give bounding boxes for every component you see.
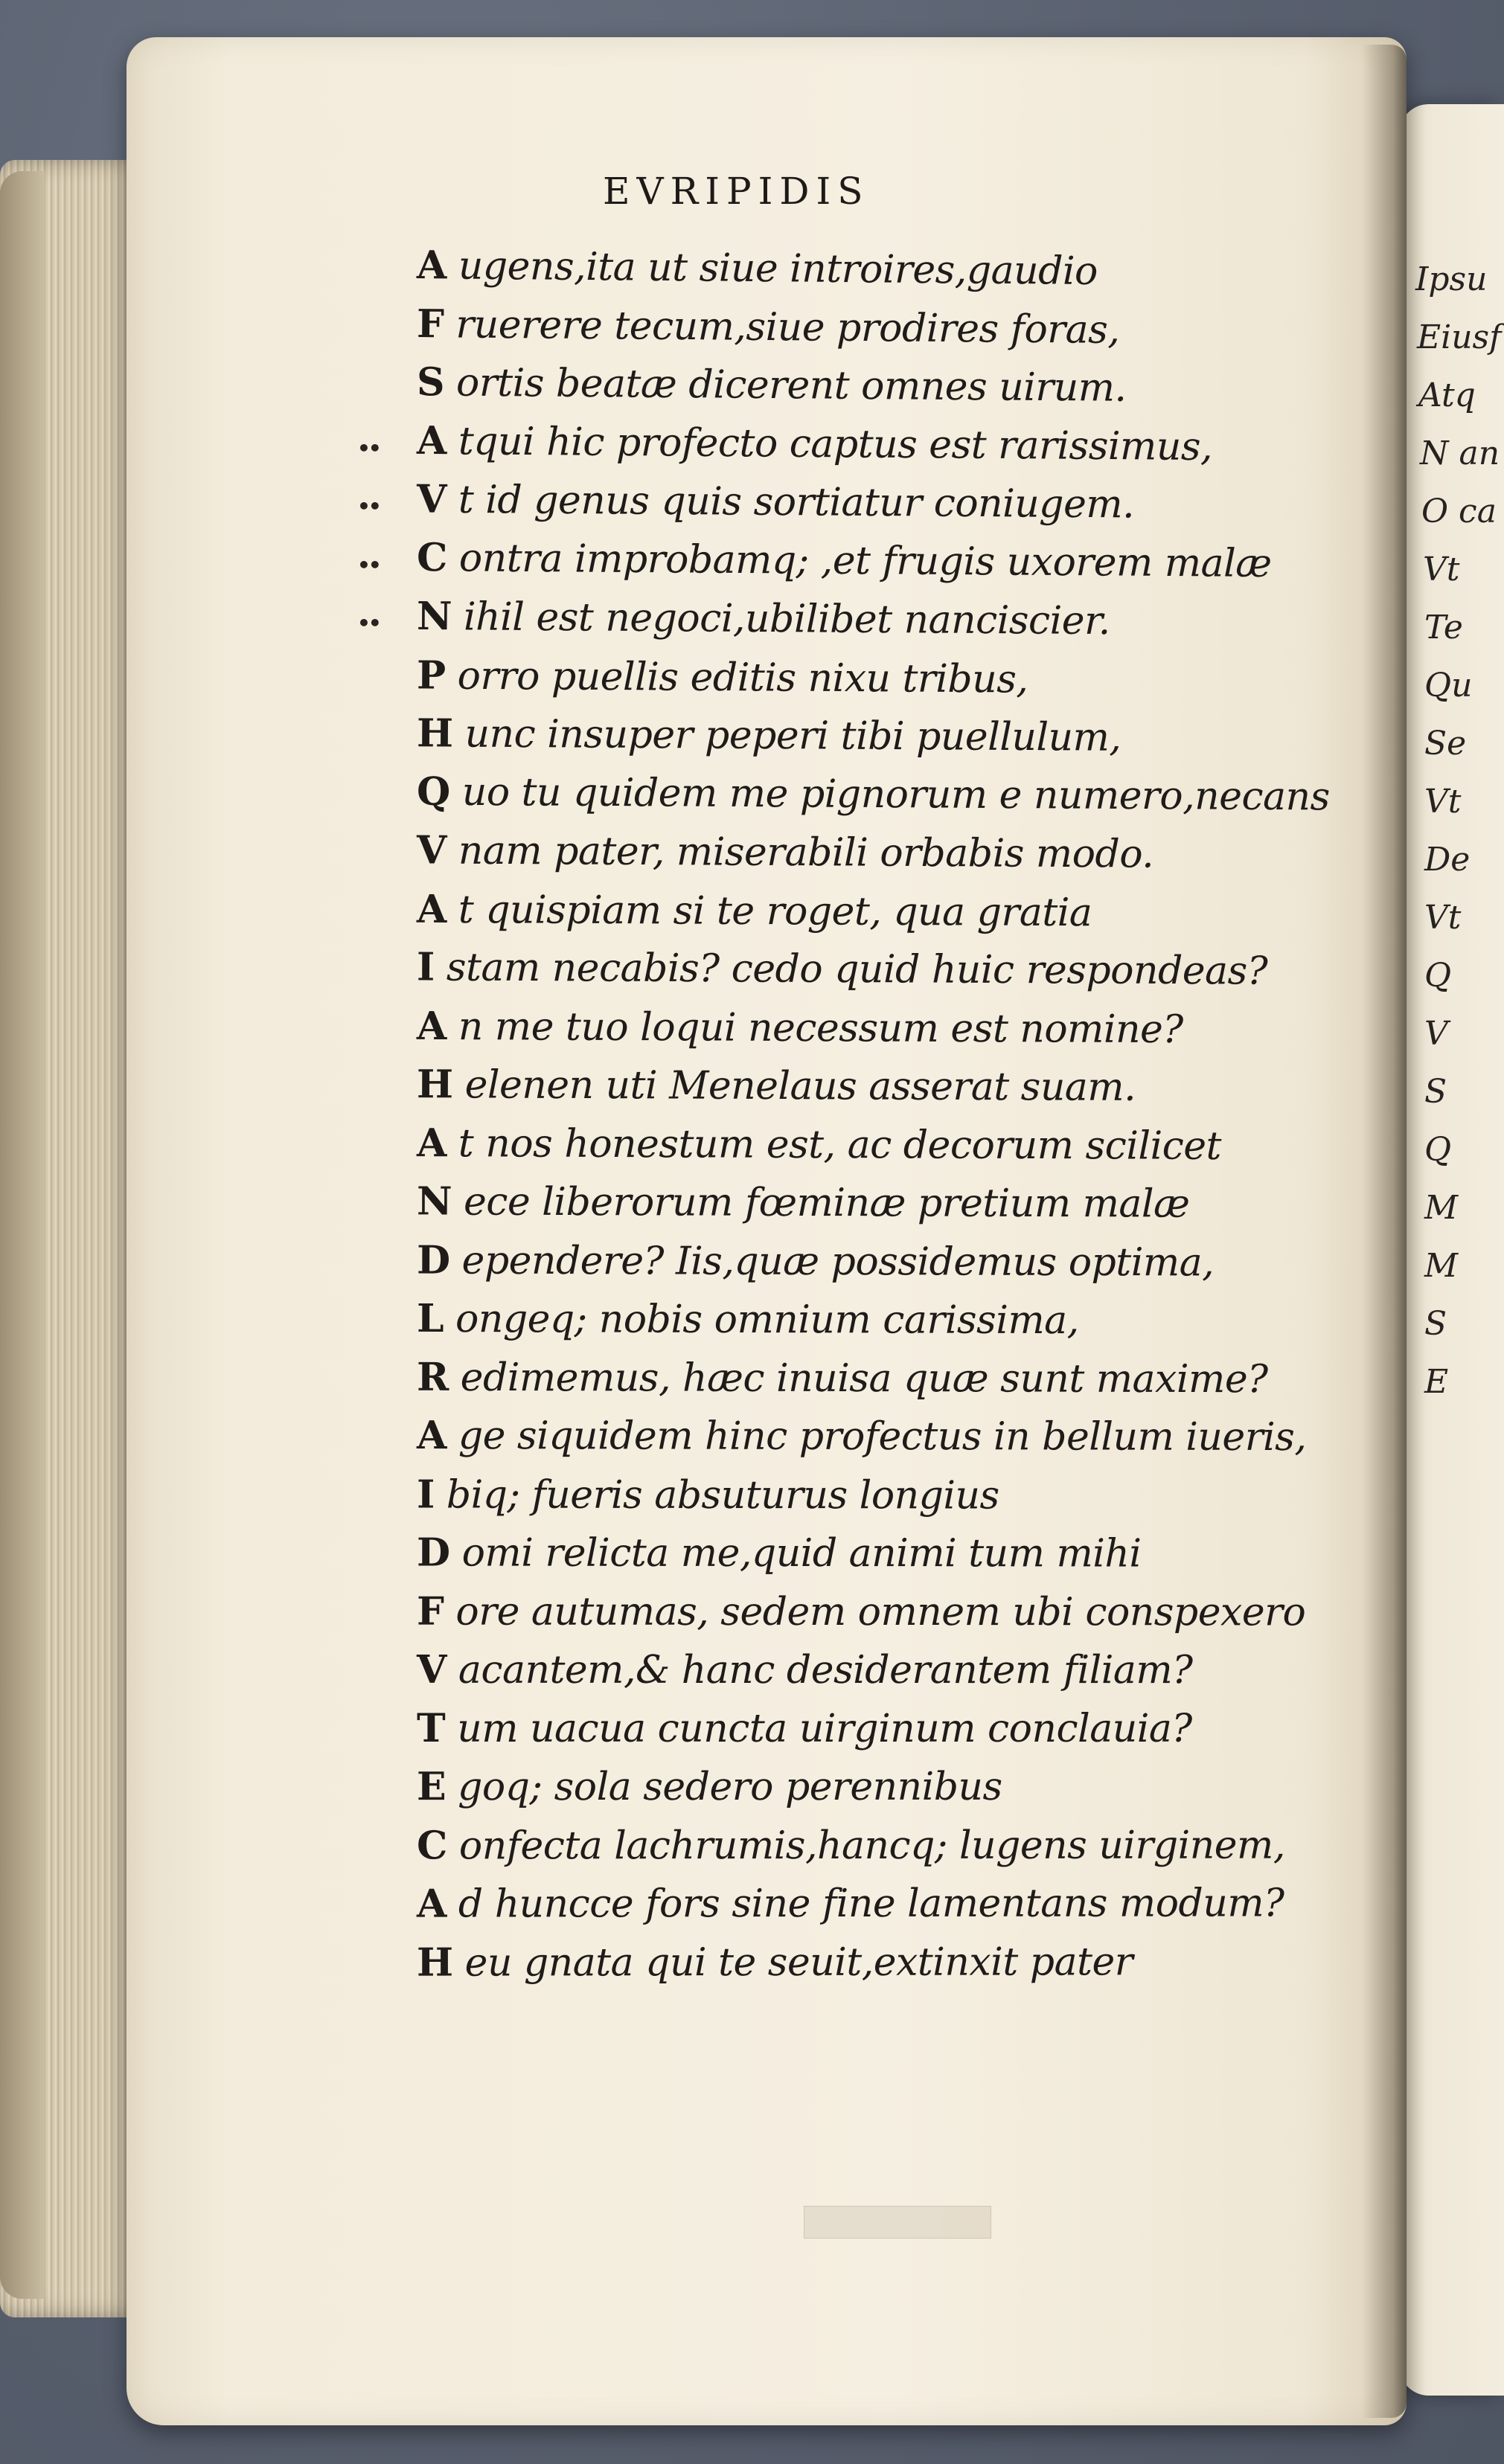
right-page-fragment: Atq (1418, 376, 1476, 414)
right-page-fragment: Q (1424, 957, 1452, 995)
verse-line (417, 652, 1028, 702)
right-page-fragment: E (1424, 1363, 1449, 1401)
verse-text: eu gnata qui te seuit,extinxit pater (464, 1939, 1133, 1986)
verse-text: edimemus, hæc inuisa quæ sunt maxime? (460, 1355, 1268, 1402)
verse-initial: A (416, 417, 447, 463)
verse-line (417, 417, 1212, 469)
verse-line (417, 243, 1098, 294)
verse-initial: H (416, 710, 453, 757)
verse-initial: E (416, 1764, 447, 1810)
verse-line (417, 1939, 1133, 1985)
right-page-fragment: S (1424, 1073, 1447, 1111)
verse-initial: V (416, 1646, 447, 1693)
verse-line (417, 534, 1272, 585)
verse-text: onfecta lachrumis,hancq; lugens uirginem, (458, 1823, 1285, 1868)
verse-initial: I (416, 944, 435, 990)
verse-text: biq; fueris absuturus longius (446, 1472, 999, 1518)
verse-line (417, 1237, 1214, 1285)
verse-text: ependere? Iis,quæ possidemus optima, (461, 1238, 1215, 1285)
verse-line (417, 769, 1330, 819)
verse-initial: A (416, 1003, 447, 1049)
verse-initial: T (417, 1705, 446, 1751)
verse-text: tqui hic profecto captus est rarissimus, (458, 418, 1213, 469)
faint-stamp-mark (804, 2206, 991, 2239)
verse-initial: A (416, 1881, 447, 1927)
verse-line (417, 301, 1120, 353)
verse-initial: C (416, 534, 448, 580)
verse-text: ge siquidem hinc profectus in bellum iueris, (458, 1414, 1307, 1460)
verse-initial: A (416, 1412, 447, 1459)
right-page-fragment: Ipsu (1415, 260, 1488, 298)
verse-line (417, 886, 1092, 934)
right-page-fragment: N an (1420, 434, 1500, 472)
verse-text: acantem,& hanc desiderantem filiam? (458, 1647, 1193, 1693)
verse-text: ece liberorum fœminæ pretium malæ (463, 1179, 1190, 1227)
page-gutter (1362, 45, 1407, 2418)
verse-text: ugens,ita ut siue introires,gaudio (458, 243, 1098, 294)
verse-line (417, 476, 1135, 527)
verse-text: ruerere tecum,siue prodires foras, (455, 301, 1120, 353)
verse-initial: C (416, 1822, 447, 1868)
verse-text: um uacua cuncta uirginum conclauia? (457, 1706, 1192, 1751)
verse-line (417, 1178, 1190, 1226)
verse-initial: A (416, 886, 447, 932)
verse-text: t quispiam si te roget, qua gratia (458, 887, 1092, 935)
right-page-fragment: Eiusf (1417, 318, 1502, 356)
right-page-fragment: Se (1424, 725, 1467, 763)
verse-initial: V (416, 827, 447, 873)
left-cover-edge (0, 171, 45, 2299)
verse-line (417, 1472, 999, 1518)
verse-initial: S (416, 359, 445, 405)
verse-initial: H (416, 1940, 453, 1986)
right-page-fragment: O ca (1421, 493, 1497, 530)
margin-quote-marker: •• (357, 552, 380, 577)
verse-initial: I (416, 1471, 435, 1517)
verse-line (417, 1296, 1079, 1343)
margin-quote-marker: •• (357, 494, 380, 519)
verse-line (417, 1354, 1268, 1401)
verse-text: nam pater, miserabili orbabis modo. (458, 828, 1154, 877)
right-page-fragment: Vt (1423, 551, 1460, 588)
right-page-fragment: M (1424, 1247, 1459, 1285)
verse-initial: F (416, 301, 444, 347)
right-page-fragment: Te (1424, 609, 1463, 647)
verse-text: unc insuper peperi tibi puellulum, (464, 711, 1121, 760)
verse-text: ongeq; nobis omnium carissima, (455, 1297, 1079, 1344)
verse-line (417, 944, 1267, 993)
verse-text: ore autumas, sedem omnem ubi conspexero (455, 1589, 1306, 1634)
verse-text: ortis beatæ dicerent omnes uirum. (455, 360, 1127, 411)
verse-line (417, 1003, 1183, 1051)
verse-initial: D (416, 1530, 450, 1576)
verse-line (417, 1706, 1192, 1751)
verse-line (417, 1062, 1136, 1110)
verse-initial: N (416, 1178, 452, 1225)
right-page-fragment: Vt (1424, 783, 1462, 821)
verse-initial: Q (416, 769, 450, 815)
right-page-fragment: Qu (1424, 667, 1473, 705)
verse-text: t nos honestum est, ac decorum scilicet (458, 1120, 1222, 1169)
right-page-fragment: De (1424, 841, 1471, 879)
verse-text: ihil est negoci,ubilibet nanciscier. (463, 594, 1110, 644)
margin-quote-marker: •• (357, 611, 380, 635)
verse-initial: L (416, 1295, 444, 1342)
verse-initial: F (416, 1588, 444, 1634)
verse-line (417, 1588, 1305, 1634)
verse-line (417, 1530, 1142, 1576)
verse-line (417, 1647, 1193, 1693)
verse-line (417, 1120, 1221, 1169)
verse-text: orro puellis editis nixu tribus, (457, 653, 1028, 702)
verse-initial: A (416, 243, 447, 289)
margin-quote-marker: •• (357, 435, 380, 461)
verse-line (417, 710, 1121, 760)
verse-line (417, 1413, 1307, 1460)
verse-text: t id genus quis sortiatur coniugem. (458, 477, 1135, 527)
verse-line (417, 1822, 1285, 1868)
right-page-fragment: V (1424, 1015, 1448, 1053)
verse-initial: V (416, 476, 447, 522)
verse-text: goq; sola sedero perennibus (458, 1764, 1002, 1810)
verse-initial: R (416, 1354, 449, 1400)
right-page (1399, 104, 1504, 2396)
verse-text: uo tu quidem me pignorum e numero,necans (461, 769, 1330, 819)
verse-initial: A (416, 1120, 447, 1166)
verse-text: stam necabis? cedo quid huic respondeas? (446, 945, 1268, 994)
verse-line (417, 359, 1127, 411)
verse-line (417, 827, 1154, 876)
verse-initial: D (416, 1237, 450, 1283)
verse-text: ontra improbamq; ,et frugis uxorem malæ (458, 535, 1272, 586)
verse-text: omi relicta me,quid animi tum mihi (461, 1530, 1142, 1576)
right-page-fragment: Q (1424, 1131, 1452, 1169)
verse-line (417, 594, 1110, 644)
verse-initial: H (416, 1062, 453, 1108)
verse-line (417, 1880, 1284, 1926)
verse-initial: N (416, 593, 452, 640)
right-page-fragment: S (1424, 1305, 1447, 1343)
verse-initial: P (416, 652, 446, 699)
verse-text: d huncce fors sine fine lamentans modum? (458, 1881, 1284, 1927)
right-page-fragment: M (1424, 1189, 1459, 1227)
running-header: EVRIPIDIS (603, 170, 870, 213)
verse-text: n me tuo loqui necessum est nomine? (458, 1004, 1183, 1052)
verse-line (417, 1764, 1002, 1809)
right-page-fragment: Vt (1424, 899, 1462, 937)
verse-text: elenen uti Menelaus asserat suam. (464, 1062, 1136, 1110)
